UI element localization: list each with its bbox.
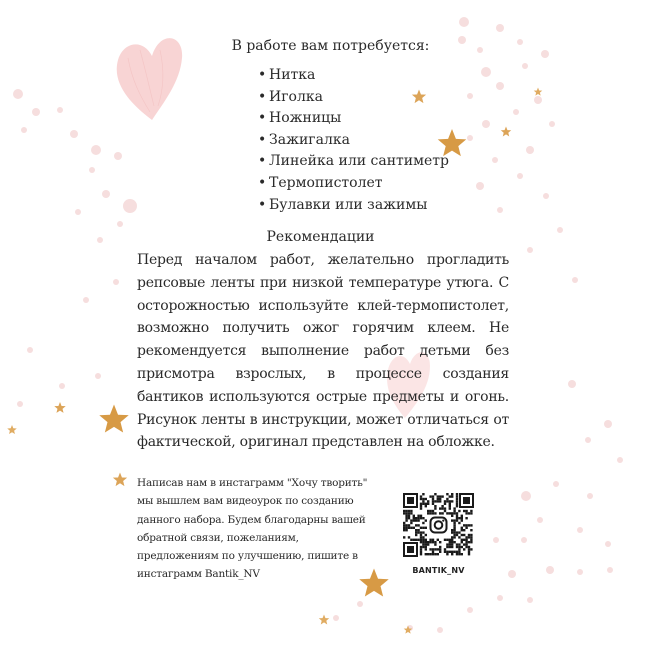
star-icon <box>113 473 127 487</box>
star-icon <box>99 405 128 433</box>
recommendations-title: Рекомендации <box>266 229 375 245</box>
list-item: • Булавки или зажимы <box>258 195 449 217</box>
needs-title: В работе вам потребуется: <box>231 38 430 54</box>
star-icon <box>501 127 511 137</box>
star-icon <box>534 88 543 96</box>
star-icon <box>54 402 65 413</box>
list-item: • Ножницы <box>258 108 449 130</box>
list-item: • Термопистолет <box>258 173 449 195</box>
contact-text: Написав нам в инстаграмм "Хочу творить" мы вышлем вам видеоурок по созданию данного набора. Будем благодарны вашей обратной связи, пожеланиям, предложениям по улучшению, пишите в инстаграмм Bantik_NV <box>137 477 368 581</box>
list-item: • Зажигалка <box>258 130 449 152</box>
star-icon <box>7 425 17 434</box>
instagram-icon <box>428 515 449 535</box>
qr-label: BANTIK_NV <box>412 566 465 575</box>
qr-code-image <box>402 492 475 558</box>
list-item: • Иголка <box>258 87 449 109</box>
recommendations-text: Перед началом работ, желательно прогладить репсовые ленты при низкой температуре утюга. С осторожностью используйте клей-термопистолет, возможно получить ожог горячим клеем. Не рекомендуется выполнение работ детьми без присмотра взрослых, в процессе создания бантиков используются острые предметы и огонь. Рисунок ленты в инструкции, может отличаться от фактической, оригинал представлен на обложке. <box>137 252 509 451</box>
needs-list <box>258 65 449 216</box>
star-icon <box>319 615 329 625</box>
list-item: • Линейка или сантиметр <box>258 151 449 173</box>
list-item: • Нитка <box>258 65 449 87</box>
qr-code[interactable] <box>402 492 475 558</box>
